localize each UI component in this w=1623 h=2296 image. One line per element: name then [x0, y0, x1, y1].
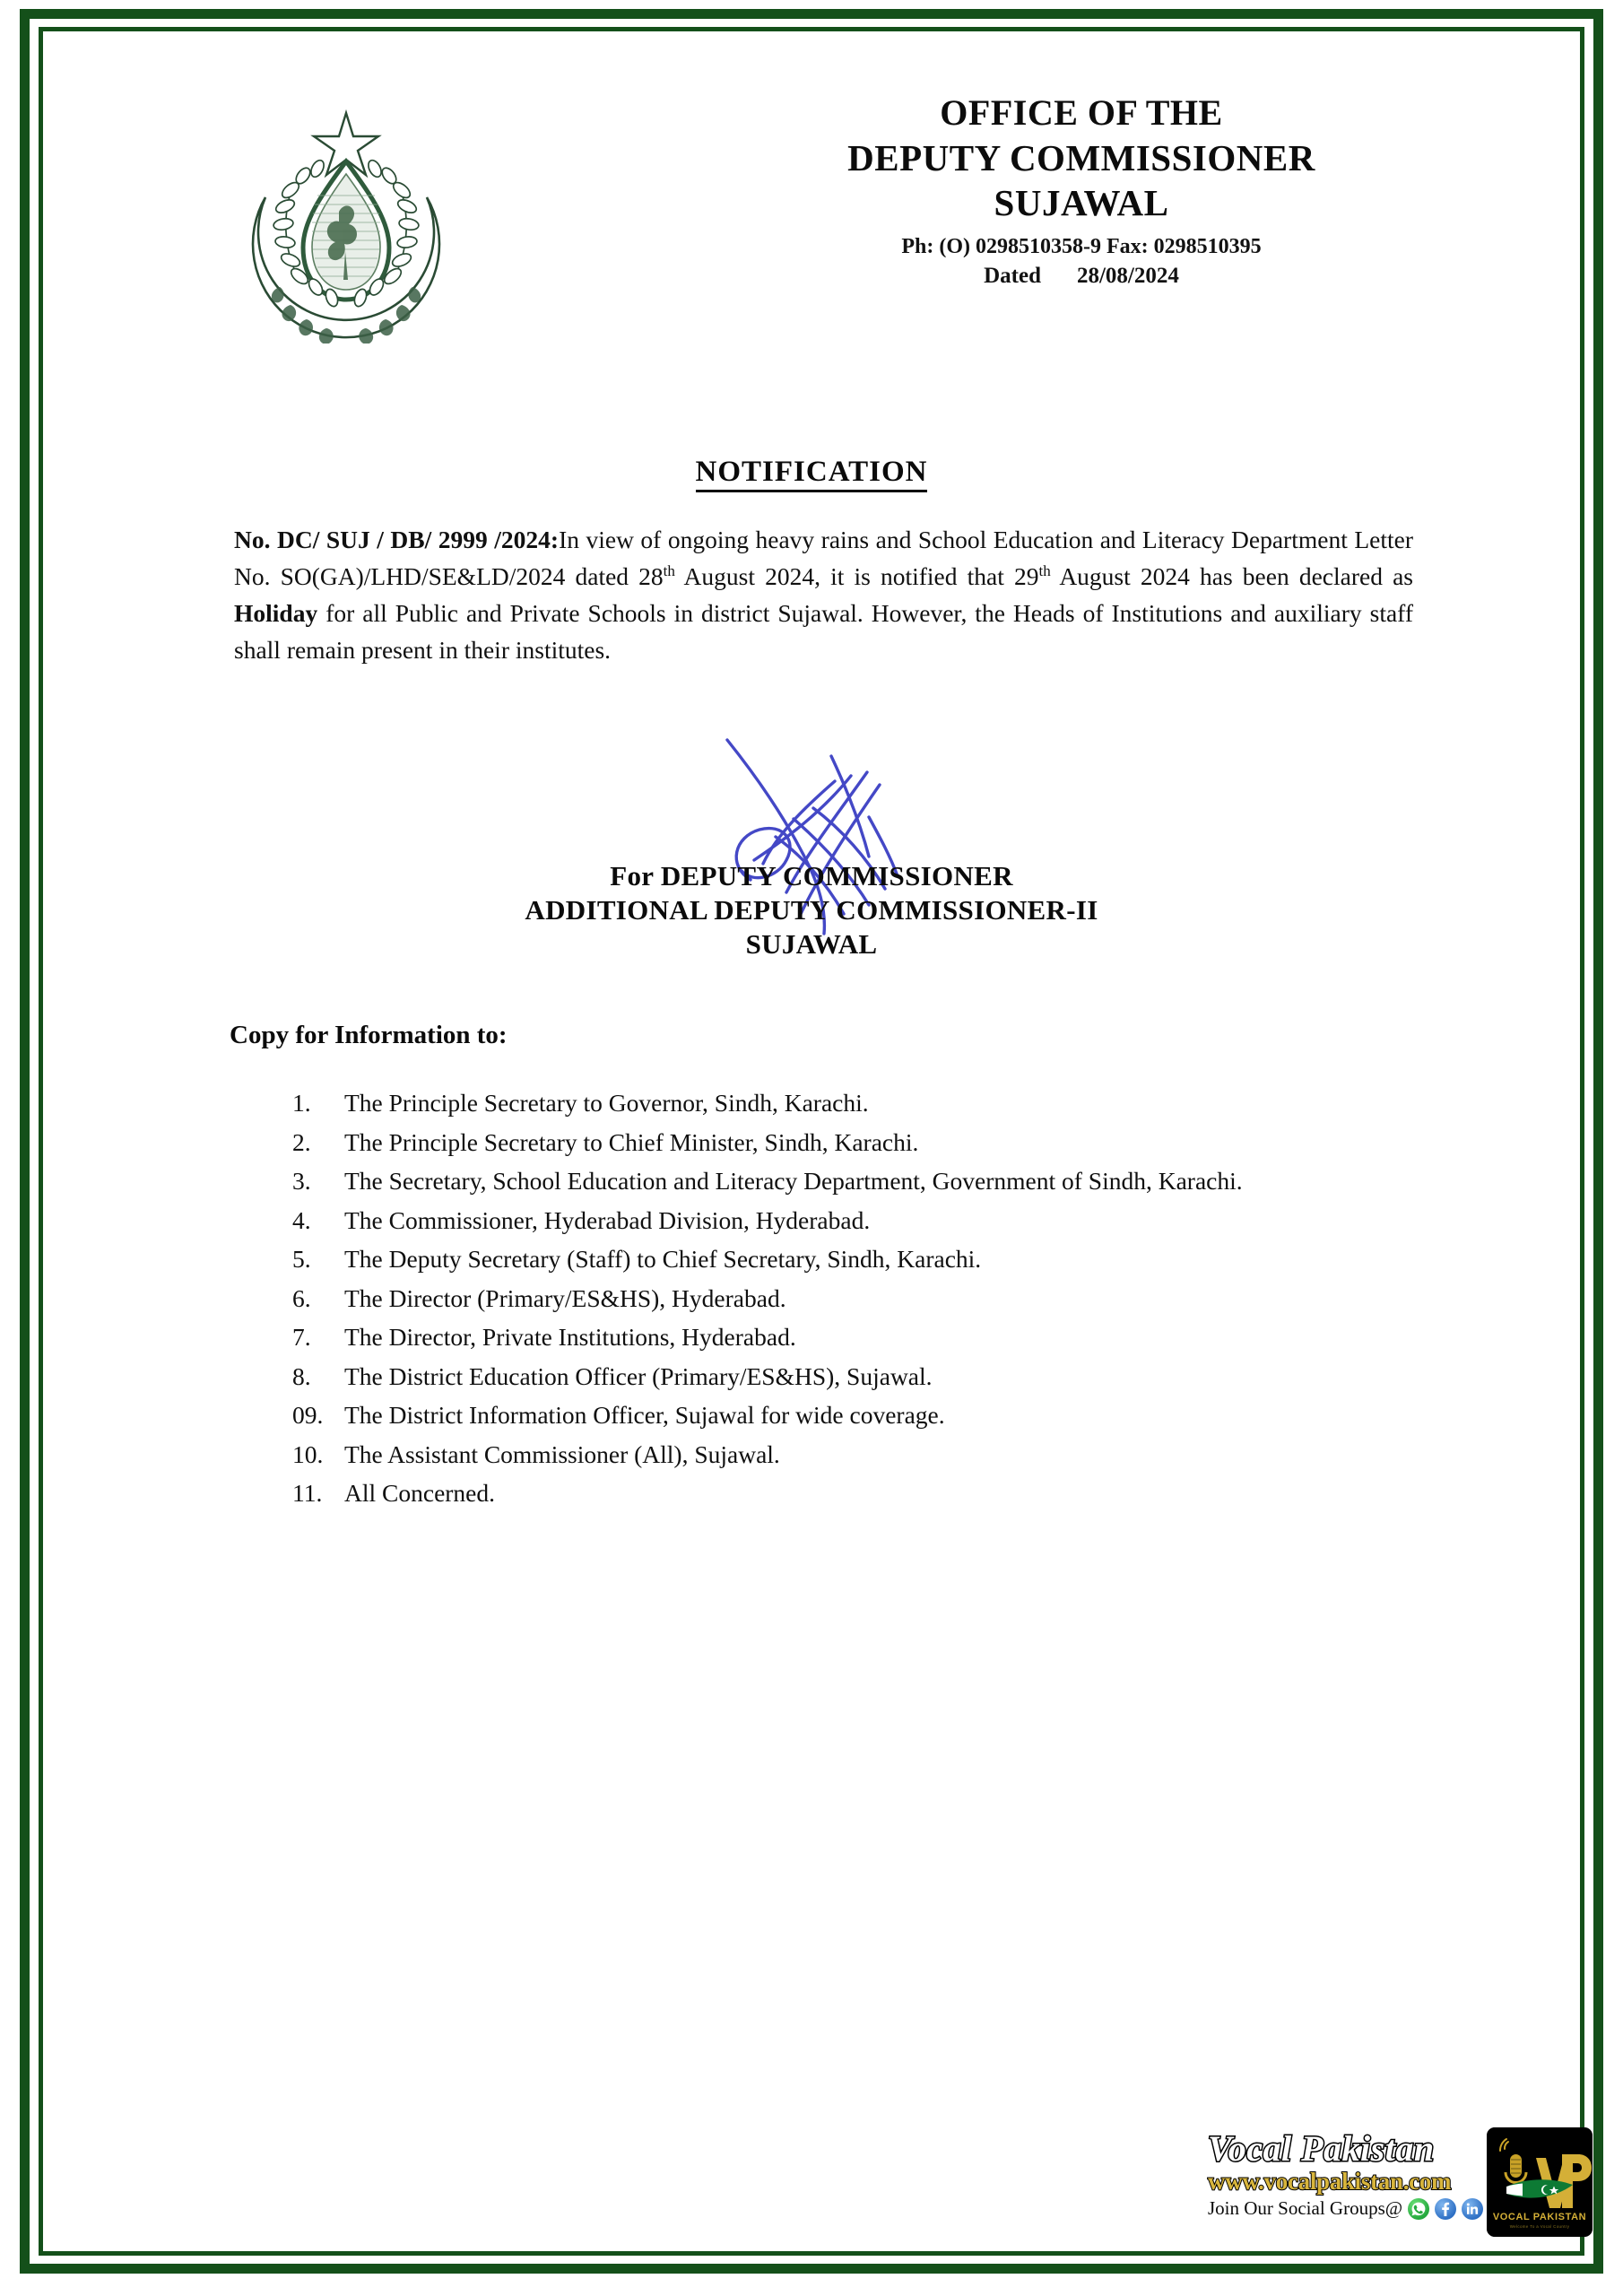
watermark-social-label: Join Our Social Groups@	[1208, 2197, 1403, 2219]
holiday-emphasis: Holiday	[234, 599, 318, 627]
contact-phone-fax: Ph: (O) 0298510358-9 Fax: 0298510395	[901, 235, 1262, 258]
signature-line-sujawal: SUJAWAL	[745, 928, 878, 960]
list-item-number: 6.	[292, 1283, 311, 1312]
watermark-social-row	[1208, 2197, 1483, 2220]
office-line-3: SUJAWAL	[994, 182, 1169, 223]
list-item	[230, 1357, 1440, 1396]
list-item-text: The Deputy Secretary (Staff) to Chief Secretary, Sindh, Karachi.	[344, 1245, 982, 1273]
body-text-part-4: for all Public and Private Schools in district Sujawal. However, the Heads of Institutions and auxiliary staff shall remain present in their institutes.	[234, 599, 1413, 664]
document-paper	[73, 48, 1587, 2235]
signature-block	[73, 859, 1550, 961]
notification-title-text: NOTIFICATION	[696, 456, 928, 492]
list-item	[230, 1396, 1440, 1435]
body-text-part-2: August 2024, it is notified that 29	[674, 562, 1039, 590]
government-of-sindh-emblem-icon	[239, 97, 454, 344]
list-item-number: 7.	[292, 1323, 311, 1351]
ordinal-suffix-2: th	[1038, 561, 1051, 579]
list-item	[230, 1161, 1440, 1201]
copy-for-information-list	[230, 1083, 1440, 1513]
list-item-number: 8.	[292, 1361, 311, 1390]
list-item-number: 4.	[292, 1205, 311, 1234]
notification-title	[73, 456, 1550, 489]
dated-value: 28/08/2024	[1076, 264, 1179, 288]
list-item-text: The District Education Officer (Primary/ES&HS), Sujawal.	[344, 1361, 933, 1390]
letterhead-date-row	[611, 261, 1552, 291]
office-line-1: OFFICE OF THE	[940, 92, 1223, 133]
list-item	[230, 1201, 1440, 1240]
list-item-text: The Principle Secretary to Governor, Sindh, Karachi.	[344, 1089, 869, 1117]
copy-for-information-heading: Copy for Information to:	[230, 1021, 508, 1049]
list-item	[230, 1435, 1440, 1474]
list-item-text: The Director (Primary/ES&HS), Hyderabad.	[344, 1283, 786, 1312]
list-item-text: The Commissioner, Hyderabad Division, Hyderabad.	[344, 1205, 871, 1234]
list-item	[230, 1318, 1440, 1357]
signature-line-additional-deputy-commissioner: ADDITIONAL DEPUTY COMMISSIONER-II	[525, 894, 1098, 926]
list-item-text: The Principle Secretary to Chief Minister, Sindh, Karachi.	[344, 1127, 919, 1156]
document-border-frame	[20, 9, 1603, 2274]
dated-label: Dated	[984, 264, 1041, 288]
facebook-icon[interactable]	[1435, 2198, 1456, 2220]
list-item	[230, 1239, 1440, 1279]
list-item-number: 11.	[292, 1479, 323, 1507]
svg-text:Welcome To a Vocal Country: Welcome To a Vocal Country	[1509, 2224, 1570, 2229]
list-item	[230, 1123, 1440, 1162]
list-item-text: The Secretary, School Education and Literacy Department, Government of Sindh, Karachi.	[344, 1167, 1243, 1195]
list-item-number: 1.	[292, 1089, 311, 1117]
office-line-2: DEPUTY COMMISSIONER	[847, 137, 1315, 178]
linkedin-icon[interactable]	[1462, 2198, 1483, 2220]
vocal-pakistan-watermark	[1202, 2126, 1587, 2239]
list-item-text: The District Information Officer, Sujawal for wide coverage.	[344, 1401, 945, 1429]
list-item-number: 2.	[292, 1127, 311, 1156]
vocal-pakistan-logo-icon	[1487, 2127, 1593, 2237]
list-item	[230, 1083, 1440, 1123]
list-item	[230, 1279, 1440, 1318]
ordinal-suffix-1: th	[663, 561, 675, 579]
list-item-number: 5.	[292, 1245, 311, 1273]
notification-body	[234, 521, 1413, 668]
letterhead-text-block	[611, 91, 1552, 291]
list-item	[230, 1474, 1440, 1513]
list-item-text: The Assistant Commissioner (All), Sujawal.	[344, 1439, 780, 1468]
signature-line-for-deputy-commissioner: For DEPUTY COMMISSIONER	[610, 860, 1013, 891]
svg-text:VOCAL PAKISTAN: VOCAL PAKISTAN	[1492, 2212, 1587, 2222]
list-item-number: 10.	[292, 1439, 324, 1468]
whatsapp-icon[interactable]	[1408, 2198, 1429, 2220]
body-text-part-1: In view of ongoing heavy rains and School Education and Literacy Department Letter No. SO(GA)/LHD/SE&LD/2024 dated 28	[234, 526, 1413, 590]
list-item-number: 09.	[292, 1401, 324, 1429]
notification-reference-number: No. DC/ SUJ / DB/ 2999 /2024:	[234, 526, 560, 553]
watermark-website-url[interactable]: www.vocalpakistan.com	[1208, 2168, 1452, 2195]
watermark-brand-title: Vocal Pakistan	[1208, 2128, 1435, 2169]
list-item-text: All Concerned.	[344, 1479, 496, 1507]
watermark-text-block	[1202, 2126, 1487, 2239]
list-item-number: 3.	[292, 1167, 311, 1195]
letterhead	[73, 48, 1550, 344]
list-item-text: The Director, Private Institutions, Hyderabad.	[344, 1323, 796, 1351]
body-text-part-3: August 2024 has been declared as	[1050, 562, 1413, 590]
